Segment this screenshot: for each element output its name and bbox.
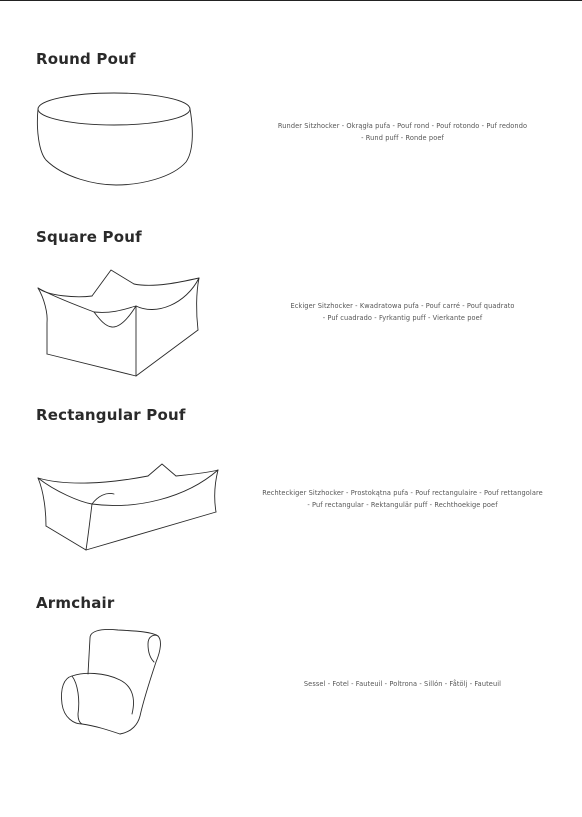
square-pouf-icon — [36, 268, 206, 380]
armchair-icon — [58, 628, 166, 738]
product-translations — [255, 300, 550, 324]
top-rule — [0, 0, 582, 1]
translation-line: - Rund puff - Ronde poef — [361, 134, 444, 142]
translation-line: - Puf rectangular - Rektangulär puff - Rechthoekige poef — [307, 501, 498, 509]
product-translations — [255, 678, 550, 690]
translation-line: Eckiger Sitzhocker - Kwadratowa pufa - Pouf carré - Pouf quadrato — [290, 302, 515, 310]
round-pouf-icon — [36, 90, 196, 190]
product-translations — [255, 120, 550, 144]
product-title: Round Pouf — [36, 50, 136, 68]
product-title: Rectangular Pouf — [36, 406, 186, 424]
translation-line: Sessel - Fotel - Fauteuil - Poltrona - Sillón - Fåtölj - Fauteuil — [303, 680, 502, 688]
product-translations — [255, 487, 550, 511]
product-title: Armchair — [36, 594, 115, 612]
translation-line: Runder Sitzhocker - Okrągła pufa - Pouf rond - Pouf rotondo - Puf redondo — [277, 122, 528, 130]
translation-line: - Puf cuadrado - Fyrkantig puff - Vierkante poef — [322, 314, 483, 322]
rectangular-pouf-icon — [36, 462, 222, 554]
translation-line: Rechteckiger Sitzhocker - Prostokątna pufa - Pouf rectangulaire - Pouf rettangolare — [262, 489, 543, 497]
product-title: Square Pouf — [36, 228, 142, 246]
